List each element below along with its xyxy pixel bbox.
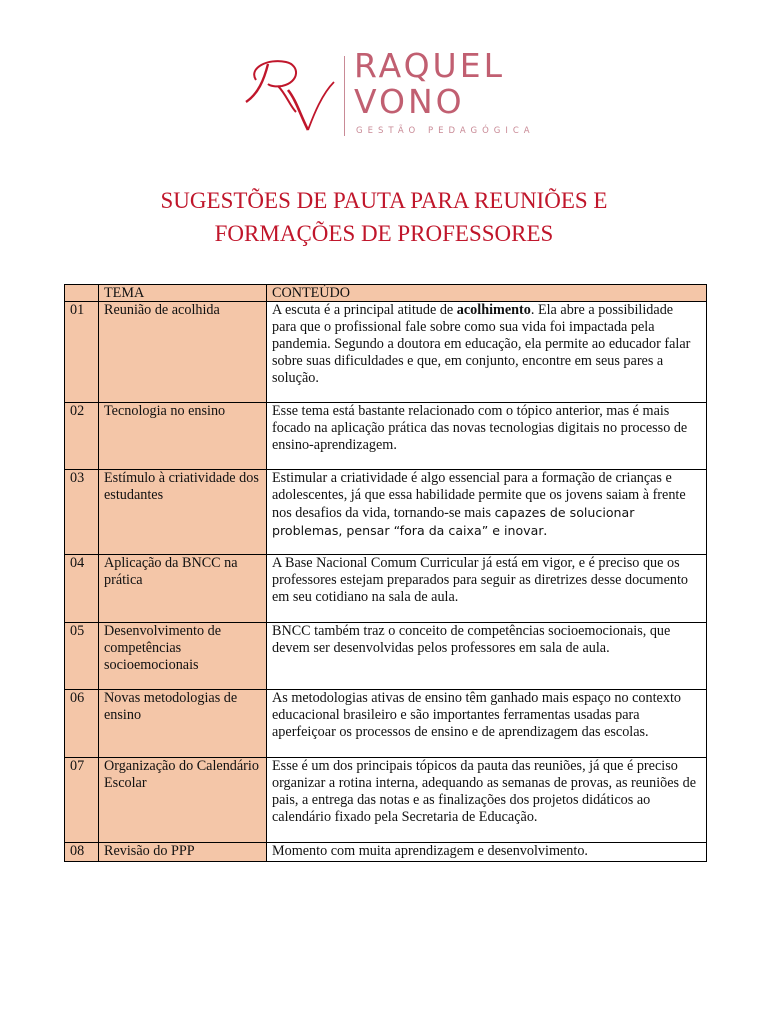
- row-tema: Novas metodologias de ensino: [99, 690, 267, 758]
- table-row: [65, 470, 707, 555]
- brand-subtitle: GESTÃO PEDAGÓGICA: [356, 126, 535, 136]
- table-row: [65, 403, 707, 470]
- conteudo-sans: capazes de solucionar problemas, pensar “fora da caixa” e inovar: [272, 505, 635, 538]
- brand-name-line2: VONO: [354, 82, 465, 121]
- page-title-line1: SUGESTÕES DE PAUTA PARA REUNIÕES E: [160, 188, 608, 213]
- row-tema: Aplicação da BNCC na prática: [99, 555, 267, 623]
- table-row: [65, 843, 707, 862]
- brand-logo: [238, 42, 538, 142]
- row-tema: Tecnologia no ensino: [99, 403, 267, 470]
- row-number: 07: [65, 758, 99, 843]
- row-tema: Estímulo à criatividade dos estudantes: [99, 470, 267, 555]
- table-row: [65, 555, 707, 623]
- conteudo-text: A escuta é a principal atitude de: [272, 302, 457, 318]
- row-number: 03: [65, 470, 99, 555]
- brand-name-line1: RAQUEL: [354, 46, 505, 85]
- page-title: [0, 184, 768, 250]
- rv-monogram-icon: [238, 50, 338, 140]
- page-title-line2: FORMAÇÕES DE PROFESSORES: [214, 221, 554, 246]
- row-conteudo: [267, 302, 707, 403]
- row-number: 01: [65, 302, 99, 403]
- row-conteudo: Esse tema está bastante relacionado com o tópico anterior, mas é mais focado na aplicação prática das novas tecnologias digitais no processo de ensino-aprendizagem.: [267, 403, 707, 470]
- table-header-row: [65, 285, 707, 302]
- row-number: 08: [65, 843, 99, 862]
- row-conteudo: Esse é um dos principais tópicos da pauta das reuniões, já que é preciso organizar a rotina interna, adequando as semanas de provas, as reuniões de pais, a entrega das notas e as finalizações dos projetos didáticos ao calendário fixado pela Secretaria de Educação.: [267, 758, 707, 843]
- table-row: [65, 690, 707, 758]
- row-conteudo: [267, 470, 707, 555]
- row-tema: Desenvolvimento de competências socioemocionais: [99, 623, 267, 690]
- row-number: 05: [65, 623, 99, 690]
- conteudo-bold: acolhimento: [456, 302, 531, 318]
- brand-name: [354, 48, 505, 120]
- header-tema: TEMA: [99, 285, 267, 302]
- conteudo-text: .: [543, 523, 548, 539]
- header-conteudo: CONTEÚDO: [267, 285, 707, 302]
- table-row: [65, 758, 707, 843]
- row-conteudo: As metodologias ativas de ensino têm ganhado mais espaço no contexto educacional brasileiro e são importantes ferramentas usadas para aperfeiçoar os processos de ensino e de aprendizagem das escolas.: [267, 690, 707, 758]
- row-tema: Revisão do PPP: [99, 843, 267, 862]
- conteudo-text: . Ela abre a possibilidade para que o profissional fale sobre como sua vida foi impactada pela pandemia. Segundo a doutora em educação, ela permite ao educador falar sobre suas dificuldades e que, em conjunto, encontre em seus pares a solução.: [272, 302, 691, 386]
- logo-divider: [344, 56, 345, 136]
- row-conteudo: BNCC também traz o conceito de competências socioemocionais, que devem ser desenvolvidas pelos professores em sala de aula.: [267, 623, 707, 690]
- row-number: 02: [65, 403, 99, 470]
- row-tema: Organização do Calendário Escolar: [99, 758, 267, 843]
- header-num: [65, 285, 99, 302]
- row-number: 04: [65, 555, 99, 623]
- row-conteudo: Momento com muita aprendizagem e desenvolvimento.: [267, 843, 707, 862]
- row-number: 06: [65, 690, 99, 758]
- table-row: [65, 302, 707, 403]
- conteudo-text: Estimular a criatividade é algo essencial para a formação de crianças e adolescentes, já que essa habilidade permite que os jovens saiam à frente nos desafios da vida, tornando-se mais: [272, 470, 686, 521]
- agenda-table: [64, 284, 707, 862]
- row-tema: Reunião de acolhida: [99, 302, 267, 403]
- row-conteudo: A Base Nacional Comum Curricular já está em vigor, e é preciso que os professores estejam preparados para seguir as diretrizes desse documento em seu cotidiano na sala de aula.: [267, 555, 707, 623]
- table-row: [65, 623, 707, 690]
